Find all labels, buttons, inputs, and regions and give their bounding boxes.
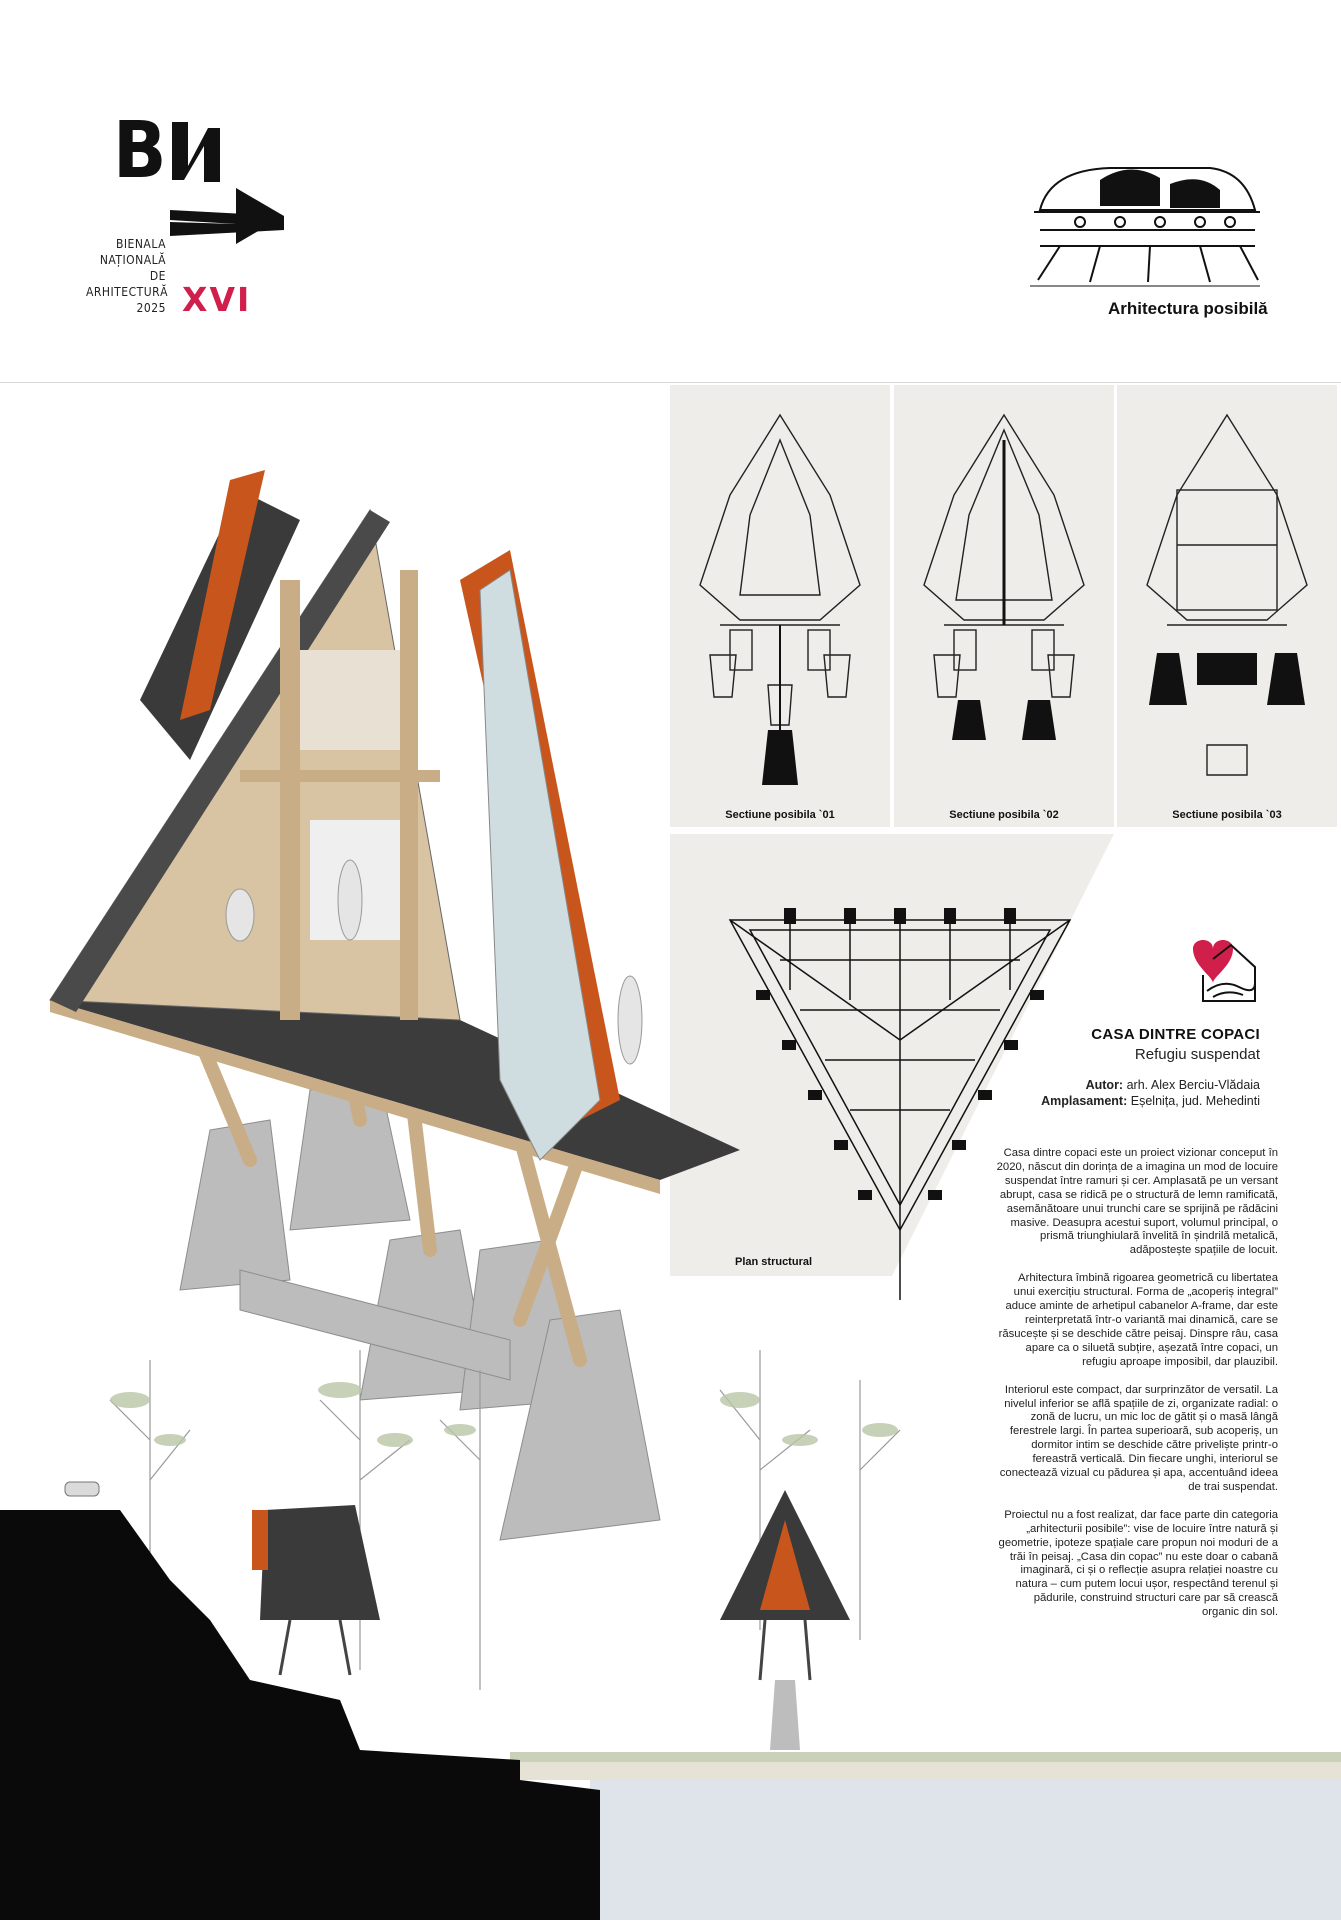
project-site [900,1094,1260,1108]
site-value: Eșelnița, jud. Mehedinti [1130,1094,1260,1108]
description-paragraph-2: Arhitectura îmbină rigoarea geometrică cu libertatea unui exercițiu structural. Forma de „acoperiș integral” aduce aminte de arhetipul cabanelor A-frame, dar este reinterpretată într-o variantă mai dinamică, care se răsucește și se deschide către peisaj. Dinspre râu, casa apare ca o siluetă subțire, așezată între copaci, un refugiu aproape imposibil, dar plauzibil. [998,1272,1278,1368]
section-label-3: Sectiune posibila `03 [1172,809,1282,821]
logo-letter-b: B [113,106,167,196]
project-subtitle: Refugiu suspendat [1134,1046,1260,1063]
project-author [900,1078,1260,1092]
section-panel-2 [894,385,1114,827]
author-value: arh. Alex Berciu-Vlădaia [1126,1078,1260,1092]
logo-word-3: DE [149,269,166,283]
logo-year: 2025 [136,301,166,315]
site-label: Amplasament: [1041,1094,1128,1108]
section-drawing-2 [894,385,1114,805]
project-title: CASA DINTRE COPACI [1091,1026,1260,1043]
header-divider [0,382,1341,383]
author-label: Autor: [1085,1078,1124,1092]
heart-house-icon [1183,935,1263,1005]
logo-words [86,236,169,316]
section-panel-3 [1117,385,1337,827]
section-label-1: Sectiune posibila `01 [725,809,835,821]
description-paragraph-4: Proiectul nu a fost realizat, dar face parte din categoria „arhitecturii posibile”: vise de locuire între natură și geometrie, ipoteze spațiale care propun noi moduri de a trăi în peisaj. „Casa din copac” nu este doar o cabană imaginară, ci și o reflecție asupra relației noastre cu natura – cum putem locui ușor, respectând terenul și pădurile, construind structuri care par să crească organic din sol. [998,1508,1278,1619]
project-description [996,1147,1278,1634]
theme-machine-graphic [1020,150,1265,290]
logo-word-2: NAȚIONALĂ [99,253,166,267]
section-label-2: Sectiune posibila `02 [949,809,1059,821]
section-drawing-3 [1117,385,1337,805]
logo-word-1: BIENALA [115,237,166,251]
logo-na-mark [166,118,288,254]
logo-edition: XVI [182,280,252,319]
description-paragraph-3: Interiorul este compact, dar surprinzător de versatil. La nivelul inferior se află spațiile de zi, organizate radial: o zonă de lucru, un mic loc de gătit și o masă lângă ferestrele largi. În partea superioară, sub acoperiș, un dormitor intim se deschide către priveliște printr-o fereastră verticală. Din fiecare unghi, interiorul se conectează vizual cu pădurea și apa, accentuând ideea de trai suspendat. [999,1383,1278,1493]
description-paragraph-1: Casa dintre copaci este un proiect vizionar conceput în 2020, născut din dorința de a imagina un mod de locuire suspendat între ramuri și cer. Amplasată pe un versant abrupt, casa se ridică pe o structură de lemn ramificată, asemănătoare unui trunchi care se sprijină pe rădăcini masive. Deasupra acestui suport, volumul principal, o prismă triunghiulară învelită în șindrilă metalică, adăpostește spațiile de locuit. [996,1147,1278,1257]
logo-word-4: ARHITECTURĂ [86,285,169,299]
plan-label: Plan structural [735,1256,813,1268]
theme-label: Arhitectura posibilă [1108,299,1268,318]
